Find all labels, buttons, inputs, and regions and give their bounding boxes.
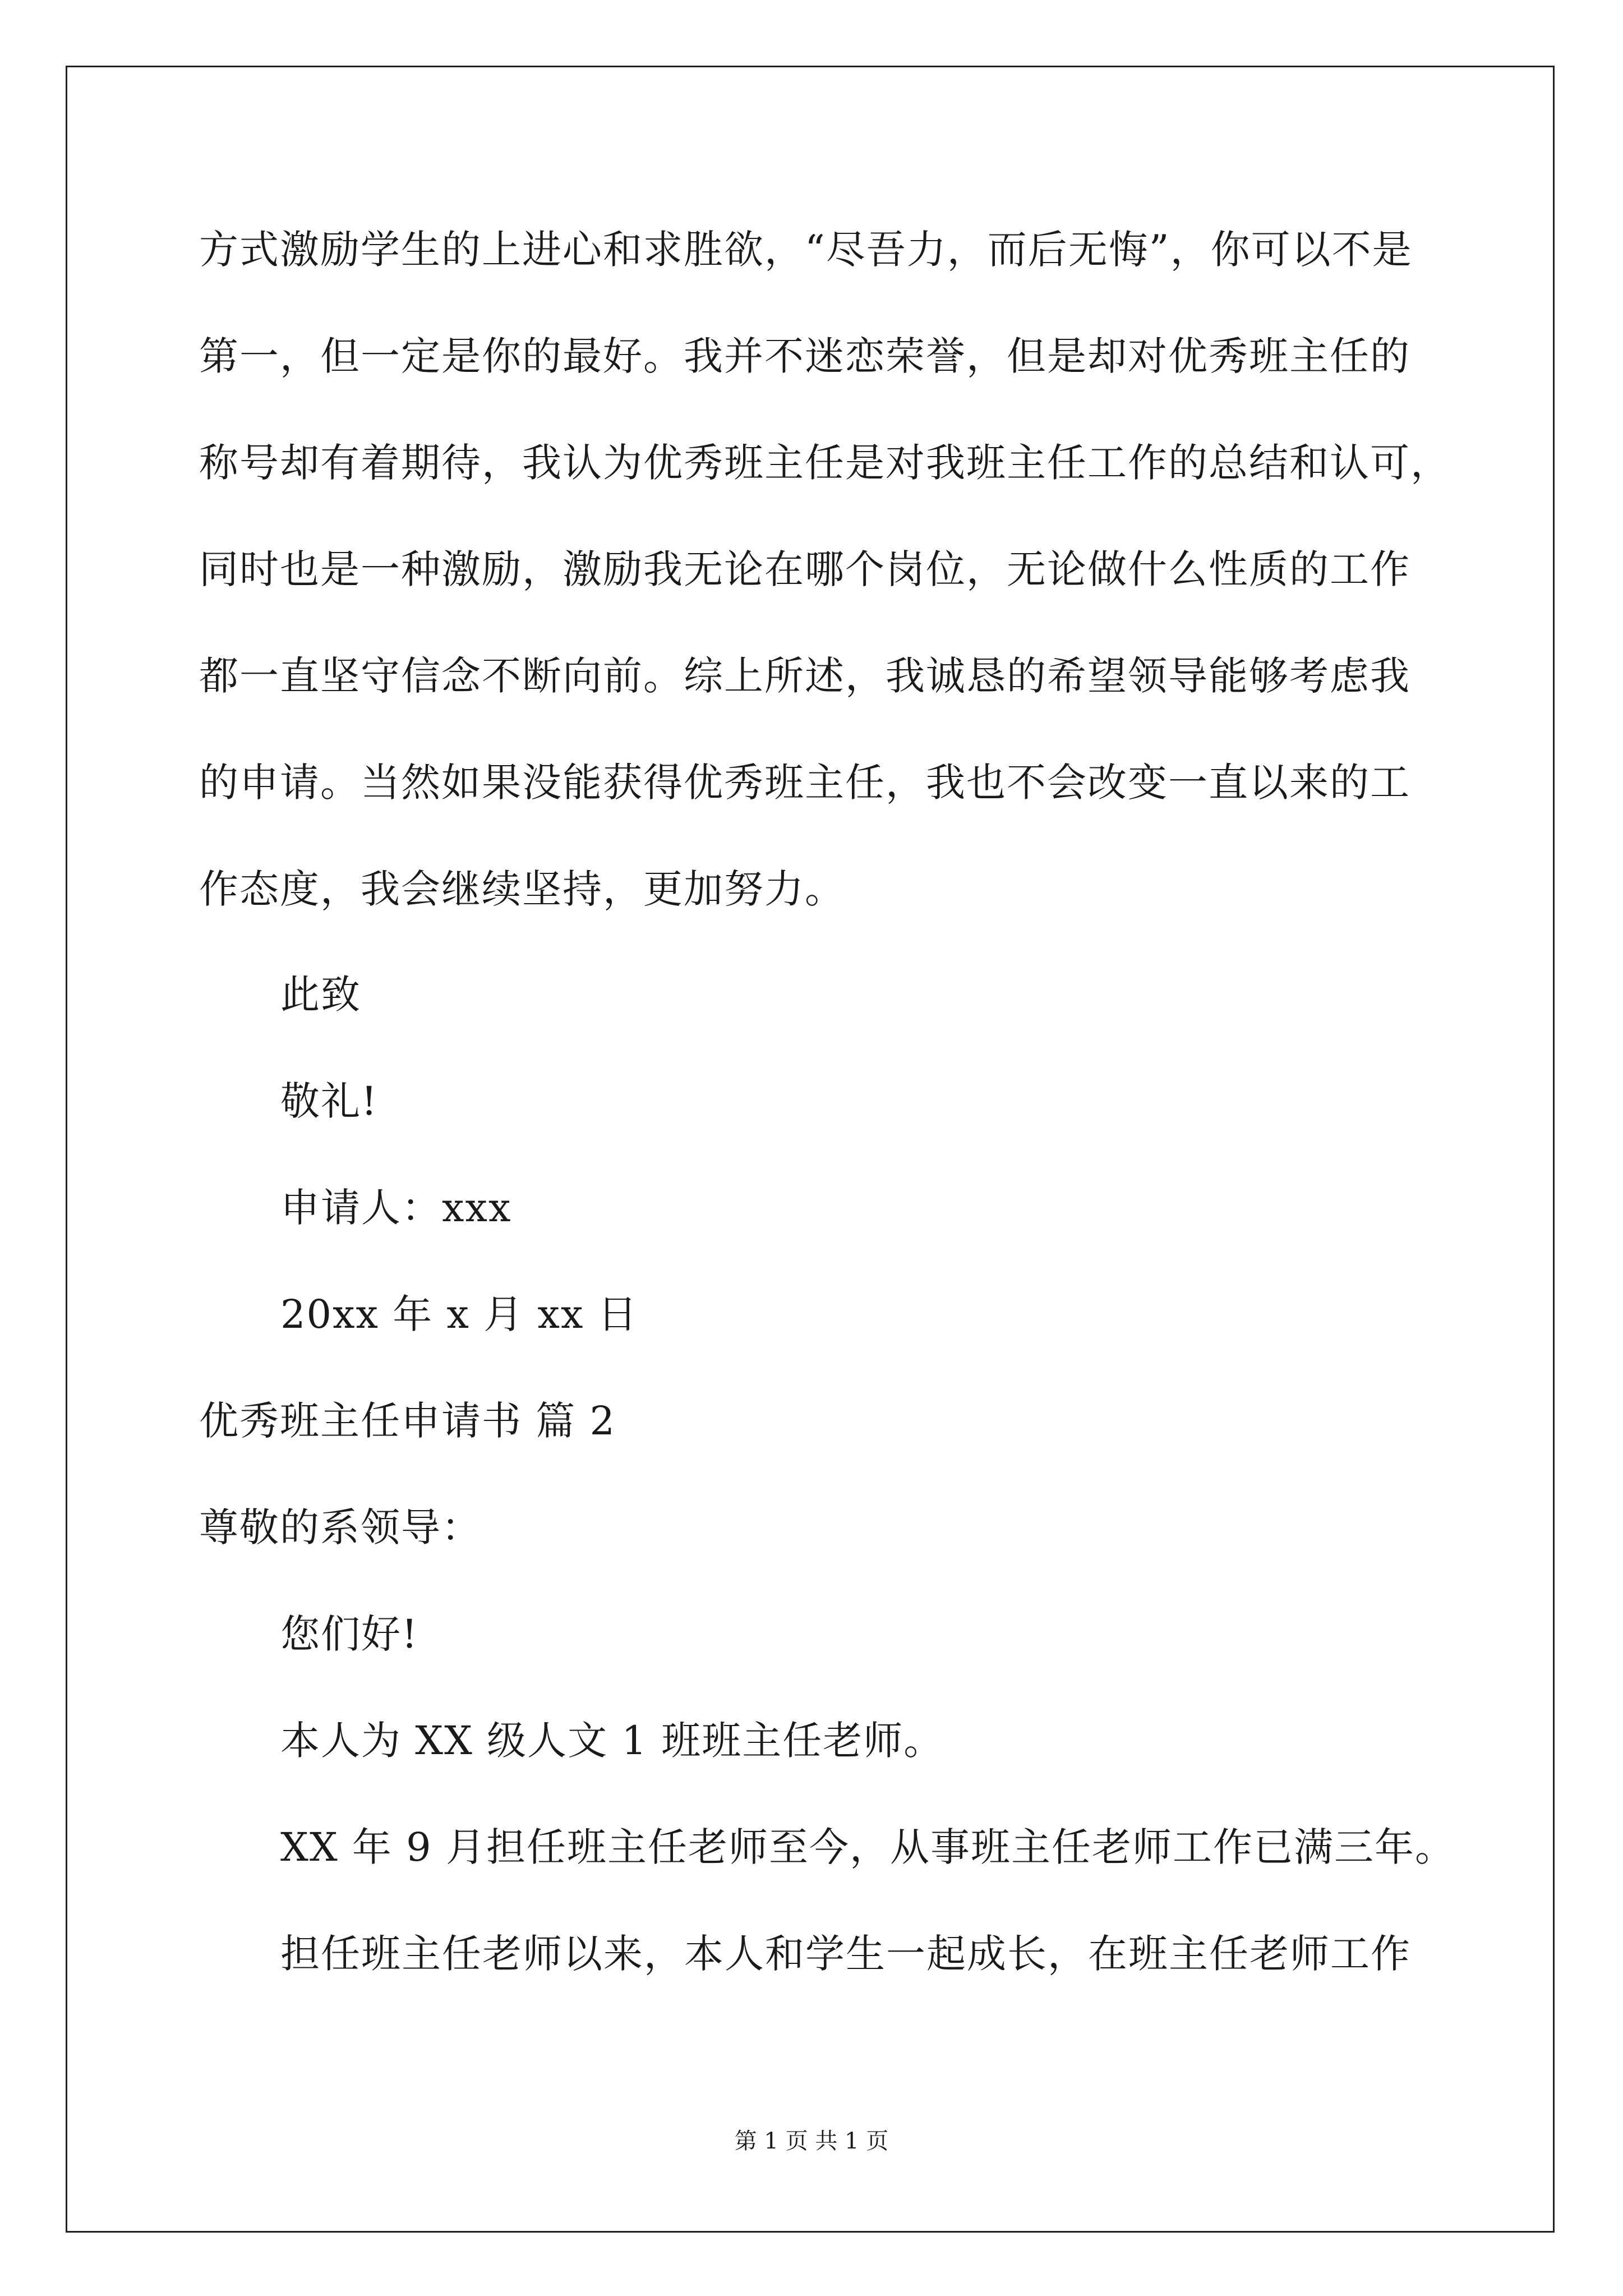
paragraph-line: 第一，但一定是你的最好。我并不迷恋荣誉，但是却对优秀班主任的 bbox=[199, 333, 1410, 379]
paragraph-line: 称号却有着期待，我认为优秀班主任是对我班主任工作的总结和认可， bbox=[199, 440, 1451, 486]
closing-regards: 敬礼! bbox=[280, 1078, 379, 1124]
letter-date: 20xx 年 x 月 xx 日 bbox=[280, 1291, 638, 1337]
paragraph-line: 的申请。当然如果没能获得优秀班主任，我也不会改变一直以来的工 bbox=[199, 760, 1410, 806]
greeting-line: 您们好! bbox=[280, 1611, 419, 1657]
paragraph-line: 作态度，我会继续坚持，更加努力。 bbox=[199, 866, 845, 912]
body-line: 本人为 XX 级人文 1 班班主任老师。 bbox=[280, 1718, 944, 1764]
paragraph-line: 都一直坚守信念不断向前。综上所述，我诚恳的希望领导能够考虑我 bbox=[199, 653, 1410, 699]
applicant-signature: 申请人：xxx bbox=[280, 1185, 512, 1231]
body-line: XX 年 9 月担任班主任老师至今，从事班主任老师工作已满三年。 bbox=[280, 1824, 1455, 1870]
page-number-footer: 第 1 页 共 1 页 bbox=[734, 2128, 889, 2154]
page-border bbox=[66, 66, 1555, 2233]
paragraph-line: 同时也是一种激励，激励我无论在哪个岗位，无论做什么性质的工作 bbox=[199, 546, 1410, 592]
recipient-line: 尊敬的系领导： bbox=[199, 1504, 482, 1550]
body-line: 担任班主任老师以来，本人和学生一起成长，在班主任老师工作 bbox=[280, 1931, 1411, 1977]
closing-salutation: 此致 bbox=[280, 972, 361, 1018]
section-title: 优秀班主任申请书 篇 2 bbox=[199, 1398, 616, 1444]
paragraph-line: 方式激励学生的上进心和求胜欲，“尽吾力，而后无悔”，你可以不是 bbox=[199, 227, 1413, 273]
